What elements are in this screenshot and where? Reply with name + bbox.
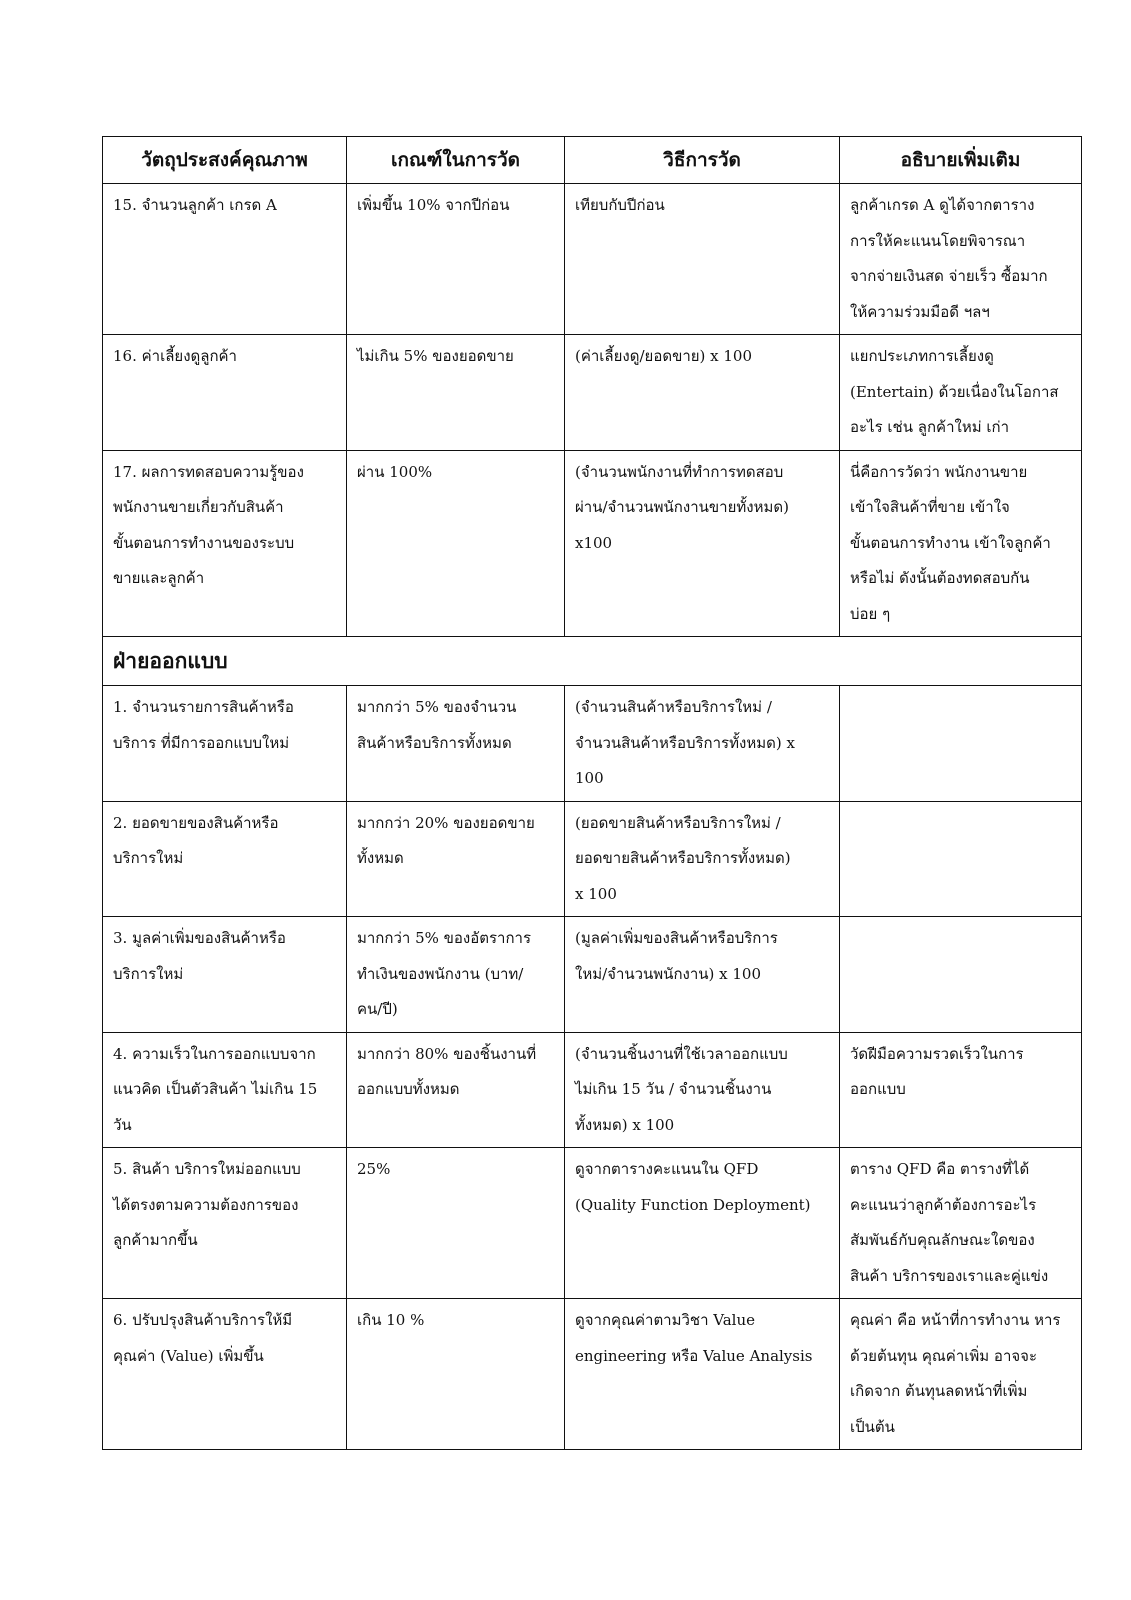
cell-objective bbox=[103, 801, 347, 917]
cell-criteria-text: มากกว่า 5% ของจำนวน สินค้าหรือบริการทั้งหมด bbox=[357, 698, 517, 752]
header-method: วิธีการวัด bbox=[565, 137, 840, 184]
table-row bbox=[103, 335, 1082, 451]
cell-notes bbox=[840, 450, 1082, 637]
cell-method bbox=[565, 801, 840, 917]
cell-criteria bbox=[347, 686, 565, 802]
cell-criteria bbox=[347, 917, 565, 1033]
cell-objective bbox=[103, 335, 347, 451]
cell-criteria-text: 25% bbox=[357, 1160, 391, 1178]
header-notes: อธิบายเพิ่มเติม bbox=[840, 137, 1082, 184]
cell-notes-text: ลูกค้าเกรด A ดูได้จากตาราง การให้คะแนนโดยพิจารณา จากจ่ายเงินสด จ่ายเร็ว ซื้อมาก ให้ความร่วมมือดี ฯลฯ bbox=[850, 196, 1048, 321]
cell-objective bbox=[103, 917, 347, 1033]
cell-criteria bbox=[347, 335, 565, 451]
cell-notes bbox=[840, 917, 1082, 1033]
cell-notes bbox=[840, 1299, 1082, 1450]
section-row bbox=[103, 637, 1082, 686]
cell-method bbox=[565, 1299, 840, 1450]
table-row bbox=[103, 450, 1082, 637]
cell-criteria-text: เกิน 10 % bbox=[357, 1311, 425, 1329]
cell-criteria-text: มากกว่า 5% ของอัตราการ ทำเงินของพนักงาน (บาท/ คน/ปี) bbox=[357, 929, 532, 1018]
table-row bbox=[103, 686, 1082, 802]
cell-method bbox=[565, 184, 840, 335]
cell-criteria bbox=[347, 801, 565, 917]
cell-method bbox=[565, 686, 840, 802]
cell-notes-text: วัดฝีมือความรวดเร็วในการ ออกแบบ bbox=[850, 1044, 1024, 1098]
cell-objective-text: 3. มูลค่าเพิ่มของสินค้าหรือ บริการใหม่ bbox=[113, 929, 286, 983]
cell-method bbox=[565, 1032, 840, 1148]
cell-objective-text: 17. ผลการทดสอบความรู้ของ พนักงานขายเกี่ยวกับสินค้า ขั้นตอนการทำงานของระบบ ขายและลูกค้า bbox=[113, 462, 304, 587]
cell-criteria bbox=[347, 184, 565, 335]
cell-objective-text: 5. สินค้า บริการใหม่ออกแบบ ได้ตรงตามความต้องการของ ลูกค้ามากขึ้น bbox=[113, 1160, 301, 1249]
cell-objective bbox=[103, 1148, 347, 1299]
cell-notes-text: คุณค่า คือ หน้าที่การทำงาน หาร ด้วยต้นทุน คุณค่าเพิ่ม อาจจะ เกิดจาก ต้นทุนลดหน้าที่เพิ่ม เป็นต้น bbox=[850, 1311, 1061, 1436]
cell-criteria bbox=[347, 1148, 565, 1299]
cell-method bbox=[565, 1148, 840, 1299]
table-row bbox=[103, 1299, 1082, 1450]
table-row bbox=[103, 801, 1082, 917]
table-row bbox=[103, 1032, 1082, 1148]
cell-notes bbox=[840, 801, 1082, 917]
cell-criteria bbox=[347, 1032, 565, 1148]
cell-objective-text: 1. จำนวนรายการสินค้าหรือ บริการ ที่มีการออกแบบใหม่ bbox=[113, 698, 294, 752]
cell-objective bbox=[103, 1032, 347, 1148]
cell-method-text: (มูลค่าเพิ่มของสินค้าหรือบริการ ใหม่/จำนวนพนักงาน) x 100 bbox=[575, 929, 778, 983]
table-row bbox=[103, 1148, 1082, 1299]
cell-objective bbox=[103, 686, 347, 802]
cell-objective-text: 2. ยอดขายของสินค้าหรือ บริการใหม่ bbox=[113, 813, 279, 867]
cell-objective bbox=[103, 450, 347, 637]
cell-notes bbox=[840, 686, 1082, 802]
cell-method-text: (จำนวนชิ้นงานที่ใช้เวลาออกแบบ ไม่เกิน 15 วัน / จำนวนชิ้นงาน ทั้งหมด) x 100 bbox=[575, 1044, 788, 1134]
cell-method-text: ดูจากตารางคะแนนใน QFD (Quality Function Deployment) bbox=[575, 1160, 811, 1214]
cell-criteria-text: มากกว่า 80% ของชิ้นงานที่ ออกแบบทั้งหมด bbox=[357, 1044, 537, 1098]
cell-criteria-text: ผ่าน 100% bbox=[357, 462, 433, 481]
quality-objectives-table bbox=[102, 136, 1082, 1450]
header-objective: วัตถุประสงค์คุณภาพ bbox=[103, 137, 347, 184]
cell-method-text: (จำนวนพนักงานที่ทำการทดสอบ ผ่าน/จำนวนพนักงานขายทั้งหมด) x100 bbox=[575, 462, 789, 552]
cell-method-text: เทียบกับปีก่อน bbox=[575, 196, 665, 214]
cell-objective-text: 16. ค่าเลี้ยงดูลูกค้า bbox=[113, 347, 237, 365]
cell-method bbox=[565, 917, 840, 1033]
cell-objective-text: 4. ความเร็วในการออกแบบจาก แนวคิด เป็นตัวสินค้า ไม่เกิน 15 วัน bbox=[113, 1044, 318, 1134]
cell-notes-text: ตาราง QFD คือ ตารางที่ได้ คะแนนว่าลูกค้าต้องการอะไร สัมพันธ์กับคุณลักษณะใดของ สินค้า บริการของเราและคู่แข่ง bbox=[850, 1160, 1049, 1285]
cell-method-text: (ยอดขายสินค้าหรือบริการใหม่ / ยอดขายสินค้าหรือบริการทั้งหมด) x 100 bbox=[575, 813, 791, 903]
cell-notes bbox=[840, 335, 1082, 451]
cell-objective-text: 6. ปรับปรุงสินค้าบริการให้มี คุณค่า (Value) เพิ่มขึ้น bbox=[113, 1311, 293, 1365]
cell-objective bbox=[103, 184, 347, 335]
cell-criteria bbox=[347, 450, 565, 637]
cell-criteria-text: เพิ่มขึ้น 10% จากปีก่อน bbox=[357, 196, 510, 214]
cell-notes bbox=[840, 1148, 1082, 1299]
cell-objective bbox=[103, 1299, 347, 1450]
cell-notes-text: นี่คือการวัดว่า พนักงานขาย เข้าใจสินค้าที่ขาย เข้าใจ ขั้นตอนการทำงาน เข้าใจลูกค้า หรือไม่ ดังนั้นต้องทดสอบกัน บ่อย ๆ bbox=[850, 462, 1051, 623]
cell-method-text: (ค่าเลี้ยงดู/ยอดขาย) x 100 bbox=[575, 347, 753, 365]
section-title: ฝ่ายออกแบบ bbox=[103, 637, 1082, 686]
cell-criteria-text: มากกว่า 20% ของยอดขาย ทั้งหมด bbox=[357, 813, 535, 867]
table-header-row bbox=[103, 137, 1082, 184]
table-body bbox=[103, 184, 1082, 1450]
cell-criteria bbox=[347, 1299, 565, 1450]
cell-notes bbox=[840, 1032, 1082, 1148]
cell-criteria-text: ไม่เกิน 5% ของยอดขาย bbox=[357, 347, 514, 365]
cell-method bbox=[565, 335, 840, 451]
cell-method-text: (จำนวนสินค้าหรือบริการใหม่ / จำนวนสินค้าหรือบริการทั้งหมด) x 100 bbox=[575, 698, 795, 787]
cell-notes-text: แยกประเภทการเลี้ยงดู (Entertain) ด้วยเนื่องในโอกาส อะไร เช่น ลูกค้าใหม่ เก่า bbox=[850, 347, 1059, 436]
cell-objective-text: 15. จำนวนลูกค้า เกรด A bbox=[113, 196, 277, 214]
cell-notes bbox=[840, 184, 1082, 335]
cell-method bbox=[565, 450, 840, 637]
table-row bbox=[103, 184, 1082, 335]
table-row bbox=[103, 917, 1082, 1033]
header-criteria: เกณฑ์ในการวัด bbox=[347, 137, 565, 184]
cell-method-text: ดูจากคุณค่าตามวิชา Value engineering หรือ Value Analysis bbox=[575, 1311, 813, 1365]
